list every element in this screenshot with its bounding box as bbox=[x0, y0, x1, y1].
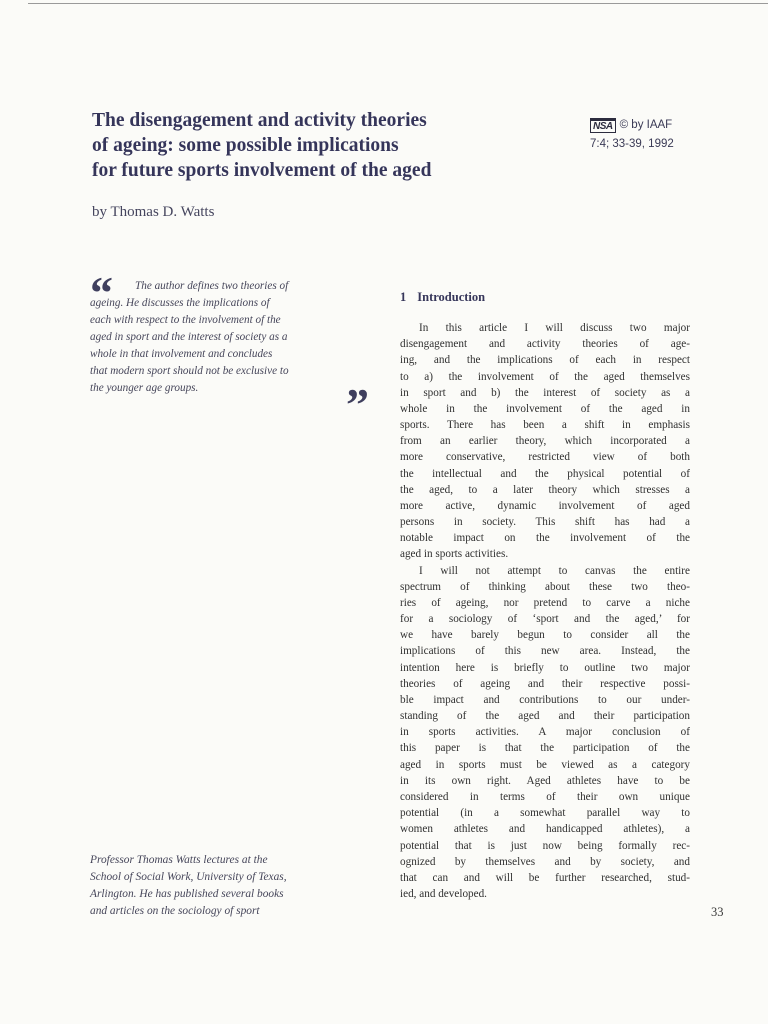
journal-info bbox=[590, 116, 674, 154]
body-line: to a) the involvement of the aged themselves bbox=[400, 370, 690, 383]
bio-line: and articles on the sociology of sport bbox=[90, 905, 260, 917]
body-line: disengagement and activity theories of age- bbox=[400, 338, 690, 351]
quote-line: each with respect to the involvement of the bbox=[90, 314, 281, 326]
body-line: In this article I will discuss two major bbox=[419, 322, 690, 334]
bio-line: Professor Thomas Watts lectures at the bbox=[90, 854, 268, 866]
article-title bbox=[92, 108, 522, 183]
body-line: ble impact and contributions to our under- bbox=[400, 693, 690, 706]
body-text bbox=[400, 320, 690, 902]
body-line: aged in sports activities. bbox=[400, 548, 509, 561]
nsa-logo: NSA bbox=[590, 118, 616, 133]
copyright-text: © by IAAF bbox=[619, 119, 673, 131]
body-line: persons in society. This shift has had a bbox=[400, 516, 690, 529]
quote-line: aged in sport and the interest of society as a bbox=[90, 331, 288, 343]
open-quote-mark: “ bbox=[90, 267, 113, 318]
section-title: Introduction bbox=[417, 290, 486, 304]
body-line: from an earlier theory, which incorporated a bbox=[400, 435, 690, 448]
body-line: potential that is just now being formally rec- bbox=[400, 839, 690, 852]
body-line: ing, and the implications of each in respect bbox=[400, 354, 690, 367]
body-line: whole in the involvement of the aged in bbox=[400, 402, 690, 415]
body-line: women athletes and handicapped athletes), a bbox=[400, 823, 690, 836]
quote-line: the younger age groups. bbox=[90, 382, 199, 394]
body-line: ognized by themselves and by society, and bbox=[400, 855, 690, 868]
body-line: I will not attempt to canvas the entire bbox=[419, 564, 690, 577]
body-line: considered in terms of their own unique bbox=[400, 790, 690, 803]
body-line: more active, dynamic involvement of aged bbox=[400, 499, 690, 512]
title-line: for future sports involvement of the aged bbox=[92, 160, 432, 181]
section-heading bbox=[400, 290, 485, 305]
body-line: theories of ageing and their respective possi- bbox=[400, 677, 690, 690]
body-line: in sport and b) the interest of society as a bbox=[400, 386, 690, 399]
title-line: The disengagement and activity theories bbox=[92, 110, 427, 131]
body-line: the aged, to a later theory which stresses a bbox=[400, 483, 690, 496]
title-line: of ageing: some possible implications bbox=[92, 135, 399, 156]
body-line: standing of the aged and their participation bbox=[400, 710, 690, 723]
author-bio bbox=[90, 852, 380, 920]
body-line: that can and will be further researched, stud- bbox=[400, 871, 690, 884]
quote-line: that modern sport should not be exclusive to bbox=[90, 365, 289, 377]
body-line: implications of this new area. Instead, the bbox=[400, 645, 690, 658]
body-line: the intellectual and the physical potential of bbox=[400, 467, 690, 480]
byline: by Thomas D. Watts bbox=[92, 204, 215, 220]
quote-line: ageing. He discusses the implications of bbox=[90, 297, 270, 309]
page-number: 33 bbox=[711, 905, 724, 919]
body-line: this paper is that the participation of the bbox=[400, 742, 690, 755]
quote-line: whole in that involvement and concludes bbox=[90, 348, 273, 360]
body-line: ries of ageing, nor pretend to carve a niche bbox=[400, 596, 690, 609]
body-line: more conservative, restricted view of both bbox=[400, 451, 690, 464]
section-number: 1 bbox=[400, 290, 407, 304]
close-quote-mark: ” bbox=[346, 379, 369, 430]
body-line: for a sociology of ‘sport and the aged,’ for bbox=[400, 613, 690, 626]
quote-line: The author defines two theories of bbox=[135, 280, 289, 292]
body-line: we have barely begun to consider all the bbox=[400, 629, 690, 642]
body-line: potential (in a somewhat parallel way to bbox=[400, 807, 690, 820]
body-line: ied, and developed. bbox=[400, 888, 487, 901]
top-rule bbox=[28, 3, 768, 4]
pull-quote bbox=[90, 267, 380, 430]
body-line: in its own right. Aged athletes have to be bbox=[400, 774, 690, 787]
body-line: in sports activities. A major conclusion of bbox=[400, 726, 690, 739]
body-line: notable impact on the involvement of the bbox=[400, 532, 690, 545]
pull-quote-text bbox=[90, 278, 380, 397]
body-line: sports. There has been a shift in emphasis bbox=[400, 419, 690, 432]
citation-text: 7:4; 33-39, 1992 bbox=[590, 138, 674, 150]
body-line: intention here is briefly to outline two major bbox=[400, 661, 690, 674]
body-line: spectrum of thinking about these two theo- bbox=[400, 580, 690, 593]
body-line: aged in sports must be viewed as a category bbox=[400, 758, 690, 771]
bio-line: School of Social Work, University of Texas, bbox=[90, 871, 287, 883]
bio-line: Arlington. He has published several books bbox=[90, 888, 284, 900]
